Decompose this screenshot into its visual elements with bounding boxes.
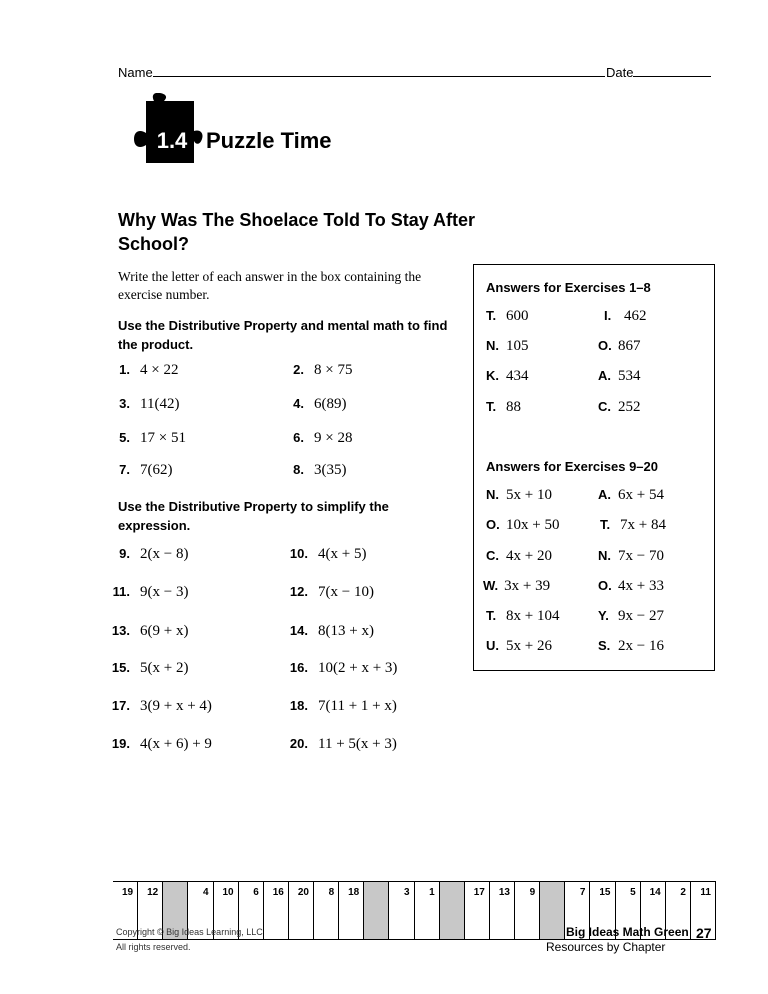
answer-grid-cell-number: 20	[297, 887, 309, 898]
answer-19: U. 5x + 26	[486, 638, 552, 654]
exercise-11: 11. 9(x − 3)	[112, 584, 189, 600]
answer-8: C. 252	[598, 399, 641, 415]
exercise-7: 7. 7(62)	[119, 462, 173, 478]
answer-grid-shaded-cell	[540, 881, 565, 940]
lesson-title: Puzzle Time	[206, 128, 332, 153]
answer-2: I. 462	[604, 308, 647, 324]
answer-5: K. 434	[486, 368, 529, 384]
answer-grid-cell-number: 13	[498, 887, 510, 898]
answers1-heading: Answers for Exercises 1–8	[486, 280, 651, 295]
answer-6: A. 534	[598, 368, 641, 384]
lesson-number: 1.4	[156, 128, 188, 153]
exercise-14: 14. 8(13 + x)	[289, 623, 374, 639]
answer-grid-cell-number: 7	[579, 887, 586, 898]
answer-10: A. 6x + 54	[598, 487, 664, 503]
exercise-17: 17. 3(9 + x + 4)	[111, 698, 212, 714]
answer-12: T. 7x + 84	[600, 517, 666, 533]
answer-grid-cell-number: 16	[272, 887, 284, 898]
answer-13: C. 4x + 20	[486, 548, 552, 564]
answer-grid-cell-number: 5	[630, 887, 636, 898]
answer-grid-cell-number: 14	[649, 887, 661, 898]
answer-14: N. 7x − 70	[598, 548, 664, 564]
instructions: Write the letter of each answer in the box containing the exercise number.	[118, 269, 422, 302]
answer-3: N. 105	[486, 338, 529, 354]
date-field	[606, 64, 711, 80]
answer-grid-cell	[465, 881, 490, 940]
answer-grid-cell	[415, 881, 440, 940]
answer-grid-cell	[490, 881, 515, 940]
exercise-10: 10. 4(x + 5)	[289, 546, 367, 562]
answer-grid-cell-number: 8	[328, 887, 335, 898]
copyright: Copyright © Big Ideas Learning, LLC	[116, 927, 263, 937]
name-label: Name	[118, 65, 153, 80]
answer-4: O. 867	[598, 338, 641, 354]
answer-grid-cell-number: 15	[599, 887, 611, 898]
answer-grid-cell-number: 10	[222, 887, 234, 898]
exercise-5: 5. 17 × 51	[119, 430, 186, 446]
answer-9: N. 5x + 10	[486, 487, 552, 503]
answer-grid-cell-number: 17	[473, 887, 485, 898]
date-label: Date	[606, 65, 634, 80]
answers2-heading: Answers for Exercises 9–20	[486, 459, 658, 474]
answer-grid-cell	[314, 881, 339, 940]
exercise-4: 4. 6(89)	[293, 396, 347, 412]
answer-7: T. 88	[486, 399, 521, 415]
answer-grid-cell-number: 2	[680, 887, 686, 898]
answer-grid-cell-number: 12	[147, 887, 159, 898]
section1-heading: Use the Distributive Property and mental math to find the product.	[118, 318, 448, 352]
answer-11: O. 10x + 50	[486, 517, 560, 533]
date-blank	[633, 64, 711, 77]
answer-grid-cell-number: 9	[529, 887, 536, 898]
answer-grid-cell-number: 19	[122, 887, 134, 898]
exercise-2: 2. 8 × 75	[293, 362, 353, 378]
rights-reserved: All rights reserved.	[116, 942, 191, 952]
answer-grid-cell-number: 4	[202, 887, 209, 898]
answer-grid-cell	[515, 881, 540, 940]
resources-label: Resources by Chapter	[546, 940, 666, 954]
answer-grid-cell-number: 18	[348, 887, 360, 898]
puzzle-question: Why Was The Shoelace Told To Stay After School?	[118, 210, 476, 254]
exercise-3: 3. 11(42)	[119, 396, 180, 412]
answer-grid-cell-number: 11	[700, 887, 711, 898]
answer-15: W. 3x + 39	[483, 578, 551, 594]
answer-17: T. 8x + 104	[486, 608, 560, 624]
answer-grid-cell-number: 1	[429, 887, 435, 898]
answer-20: S. 2x − 16	[598, 638, 664, 654]
exercise-18: 18. 7(11 + 1 + x)	[289, 698, 397, 714]
exercise-12: 12. 7(x − 10)	[289, 584, 374, 600]
answer-grid-shaded-cell	[364, 881, 389, 940]
answer-grid-cell-number: 6	[253, 887, 259, 898]
exercise-16: 16. 10(2 + x + 3)	[289, 660, 398, 676]
answer-grid-cell	[289, 881, 314, 940]
answer-grid-cell-number: 3	[403, 887, 410, 898]
answer-16: O. 4x + 33	[598, 578, 664, 594]
exercise-6: 6. 9 × 28	[293, 430, 353, 446]
exercise-20: 20. 11 + 5(x + 3)	[289, 736, 397, 752]
exercise-15: 15. 5(x + 2)	[111, 660, 189, 676]
answer-grid-cell	[389, 881, 414, 940]
answer-grid-shaded-cell	[440, 881, 465, 940]
page-number: 27	[696, 925, 712, 941]
book-title: Big Ideas Math Green	[566, 925, 689, 939]
exercise-1: 1. 4 × 22	[119, 362, 179, 378]
exercise-8: 8. 3(35)	[293, 462, 347, 478]
answer-grid-cell	[264, 881, 289, 940]
name-blank	[153, 64, 605, 77]
answer-18: Y. 9x − 27	[598, 608, 664, 624]
exercise-19: 19. 4(x + 6) + 9	[111, 736, 212, 752]
name-field	[118, 64, 605, 80]
section2-heading: Use the Distributive Property to simplify the expression.	[118, 499, 389, 533]
exercise-13: 13. 6(9 + x)	[111, 623, 189, 639]
answer-1: T. 600	[486, 308, 529, 324]
exercise-9: 9. 2(x − 8)	[119, 546, 189, 562]
answer-grid-cell	[339, 881, 364, 940]
